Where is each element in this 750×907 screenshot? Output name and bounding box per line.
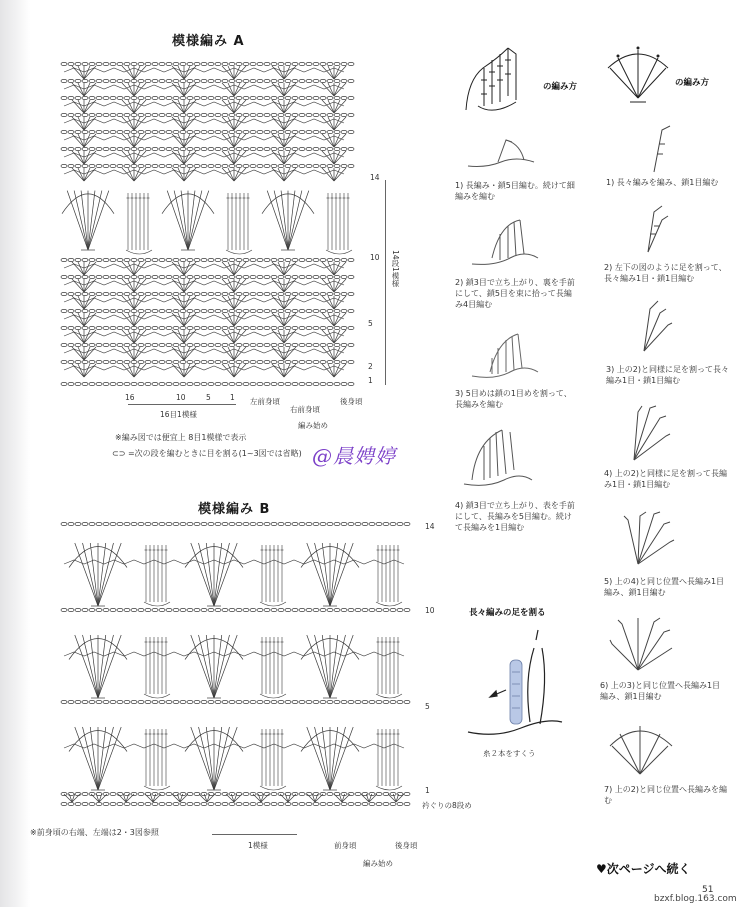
col1-step3-text: 3) 5目めは鎖の1目めを割って、長編みを編む bbox=[455, 389, 572, 409]
pattern-b-row-5: 5 bbox=[425, 702, 430, 711]
page-number: 51 bbox=[702, 885, 714, 895]
col2-step5-text: 5) 上の4)と同じ位置へ長編み1目編み、鎖1目編む bbox=[604, 577, 725, 597]
pattern-a-title: 模様編み A bbox=[172, 34, 245, 49]
col2-step6-diagram bbox=[608, 610, 676, 676]
pattern-a-back: 後身頃 bbox=[340, 397, 363, 406]
pattern-b-chart bbox=[58, 518, 413, 808]
pattern-b-edge-label: 衿ぐりの8段め bbox=[422, 801, 472, 810]
pattern-a-row-14: 14 bbox=[370, 173, 380, 182]
col1-step4-diagram bbox=[462, 424, 534, 496]
pattern-b-start: 編み始め bbox=[363, 859, 393, 868]
col2-step6-text: 6) 上の3)と同じ位置へ長編み1目編み、鎖1目編む bbox=[600, 681, 721, 701]
col2-step4-diagram bbox=[624, 400, 674, 466]
col1-step1-text: 1) 長編み・鎖5目編む。続けて細編みを編む bbox=[455, 181, 575, 201]
pattern-b-row-10: 10 bbox=[425, 606, 435, 615]
col2-step1-diagram bbox=[640, 120, 680, 178]
split-stitch-icon: ⊂⊃ bbox=[112, 449, 126, 458]
pattern-a-stitch-10: 10 bbox=[176, 393, 186, 402]
pattern-b-row-14: 14 bbox=[425, 522, 435, 531]
pattern-a-start: 編み始め bbox=[298, 421, 328, 430]
col1-step1-diagram bbox=[466, 132, 536, 180]
col2-step3-diagram bbox=[636, 295, 676, 357]
blog-watermark: bzxf.blog.163.com bbox=[654, 894, 737, 904]
pattern-a-row-2: 2 bbox=[368, 362, 373, 371]
pattern-b-back: 後身頃 bbox=[395, 841, 418, 850]
col2-step4-text: 4) 上の2)と同様に足を割って長編み1目・鎖1目編む bbox=[604, 469, 727, 489]
col2-step1-text: 1) 長々編みを編み、鎖1目編む bbox=[606, 178, 719, 187]
continue-next-page: ♥次ページへ続く bbox=[596, 862, 691, 876]
pattern-a-row-10: 10 bbox=[370, 253, 380, 262]
pattern-b-title: 模様編み B bbox=[198, 502, 271, 517]
pattern-a-left-front: 左前身頃 bbox=[250, 397, 280, 406]
col2-step2-text: 2) 左下の図のように足を割って、長々編み1目・鎖1目編む bbox=[604, 263, 727, 283]
col2-step5-diagram bbox=[620, 506, 676, 570]
pattern-b-note: ※前身頃の右端、左端は2・3図参照 bbox=[30, 828, 159, 837]
pattern-a-chart bbox=[58, 50, 358, 390]
col1-step2-text: 2) 鎖3目で立ち上がり、裏を手前にして、鎖5目を束に拾って長編み4目編む bbox=[455, 278, 575, 309]
book-gutter-shadow bbox=[0, 0, 30, 907]
col2-step3-text: 3) 上の2)と同様に足を割って長々編み1目・鎖1目編む bbox=[606, 365, 729, 385]
pattern-b-repeat-label: 1模様 bbox=[248, 841, 268, 850]
split-leg-caption: 糸２本をすくう bbox=[483, 749, 536, 758]
pattern-a-repeat-line bbox=[128, 404, 236, 405]
pattern-a-note2 bbox=[112, 448, 302, 459]
split-leg-illustration bbox=[466, 620, 566, 744]
col2-howto-label: の編み方 bbox=[675, 78, 710, 88]
pattern-a-stitch-16: 16 bbox=[125, 393, 135, 402]
watermark-signature: @晨娉婷 bbox=[312, 444, 396, 468]
col2-howto-symbol bbox=[604, 40, 672, 108]
pattern-a-repeat-bracket bbox=[385, 180, 386, 385]
pattern-a-right-front: 右前身頃 bbox=[290, 405, 320, 414]
pattern-a-stitch-5: 5 bbox=[206, 393, 211, 402]
col2-step7-diagram bbox=[606, 716, 676, 782]
pattern-b-row-1: 1 bbox=[425, 786, 430, 795]
pattern-b-front: 前身頃 bbox=[334, 841, 357, 850]
col1-step2-diagram bbox=[470, 214, 540, 274]
pattern-a-repeat-label: 16目1模様 bbox=[160, 410, 197, 419]
pattern-a-side-label: 14段1模様 bbox=[391, 250, 400, 287]
col1-howto-symbol bbox=[458, 40, 533, 122]
col2-step7-text: 7) 上の2)と同じ位置へ長編みを編む bbox=[604, 785, 727, 805]
pattern-a-note1: ※編み図では便宜上 8目1模様で表示 bbox=[115, 433, 247, 442]
col1-step3-diagram bbox=[470, 328, 540, 388]
pattern-a-row-5: 5 bbox=[368, 319, 373, 328]
col1-step4-text: 4) 鎖3目で立ち上がり、表を手前にして、長編みを5目編む。続けて長編みを1目編む bbox=[455, 501, 575, 532]
pattern-a-note2-text: =次の段を編むときに目を割る(1~3図では省略) bbox=[127, 449, 302, 458]
col2-step2-diagram bbox=[638, 198, 678, 258]
col1-howto-label: の編み方 bbox=[543, 82, 578, 92]
split-leg-title: 長々編みの足を割る bbox=[469, 608, 546, 618]
pattern-a-stitch-1: 1 bbox=[230, 393, 235, 402]
pattern-b-repeat-line bbox=[212, 834, 297, 835]
pattern-a-row-1: 1 bbox=[368, 376, 373, 385]
